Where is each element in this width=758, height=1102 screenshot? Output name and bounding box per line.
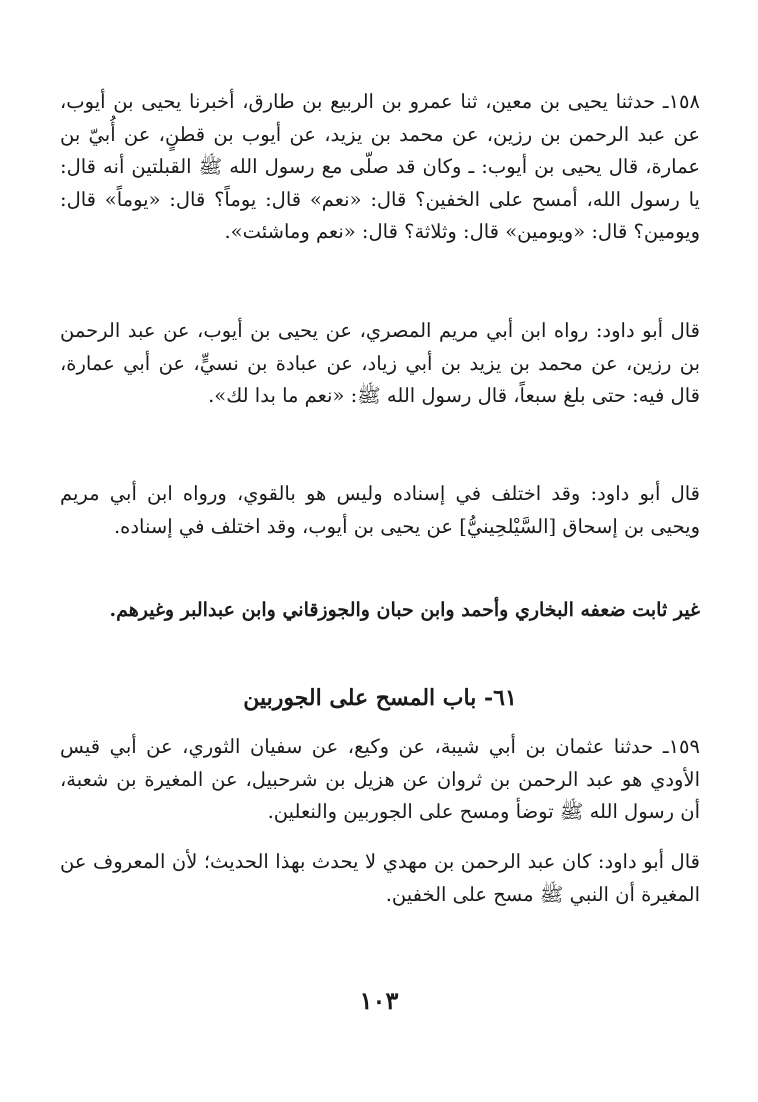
page-number: ١٠٣: [359, 986, 399, 1015]
hadith-158-paragraph: ١٥٨ـ حدثنا يحيى بن معين، ثنا عمرو بن الربيع بن طارق، أخبرنا يحيى بن أيوب، عن عبد الرحمن بن رزين، عن محمد بن يزيد، عن أيوب بن قطنٍ، عن أُبيّ بن عمارة، قال يحيى بن أيوب: ـ وكان قد صلّى مع رسول الله ﷺ القبلتين أنه قال: يا رسول الله، أمسح على الخفين؟ قال: «نعم» قال: يوماً؟ قال: «يوماً» قال: ويومين؟ قال: «ويومين» قال: وثلاثة؟ قال: «نعم وماشئت».: [60, 90, 700, 243]
chapter-heading: ٦١- باب المسح على الجوربين: [243, 685, 517, 711]
hadith-159-paragraph: ١٥٩ـ حدثنا عثمان بن أبي شيبة، عن وكيع، عن سفيان الثوري، عن أبي قيس الأودي هو عبد الرحمن بن ثروان عن هزيل بن شرحبيل، عن المغيرة بن شعبة، أن رسول الله ﷺ توضأ ومسح على الجوربين والنعلين.: [60, 735, 700, 823]
abu-dawud-commentary-2: قال أبو داود: وقد اختلف في إسناده وليس هو بالقوي، ورواه ابن أبي مريم ويحيى بن إسحاق [السَّيْلحِينيُّ] عن يحيى بن أيوب، وقد اختلف في إسناده.: [60, 482, 700, 538]
grading-note: غير ثابت ضعفه البخاري وأحمد وابن حبان والجوزقاني وابن عبدالبر وغيرهم.: [109, 599, 700, 621]
abu-dawud-commentary-1: قال أبو داود: رواه ابن أبي مريم المصري، عن يحيى بن أيوب، عن عبد الرحمن بن رزين، عن محمد بن يزيد بن أبي زياد، عن عبادة بن نسيٍّ، عن أبي عمارة، قال فيه: حتى بلغ سبعاً، قال رسول الله ﷺ: «نعم ما بدا لك».: [60, 319, 700, 407]
abu-dawud-commentary-3: قال أبو داود: كان عبد الرحمن بن مهدي لا يحدث بهذا الحديث؛ لأن المعروف عن المغيرة أن النبي ﷺ مسح على الخفين.: [60, 850, 700, 906]
